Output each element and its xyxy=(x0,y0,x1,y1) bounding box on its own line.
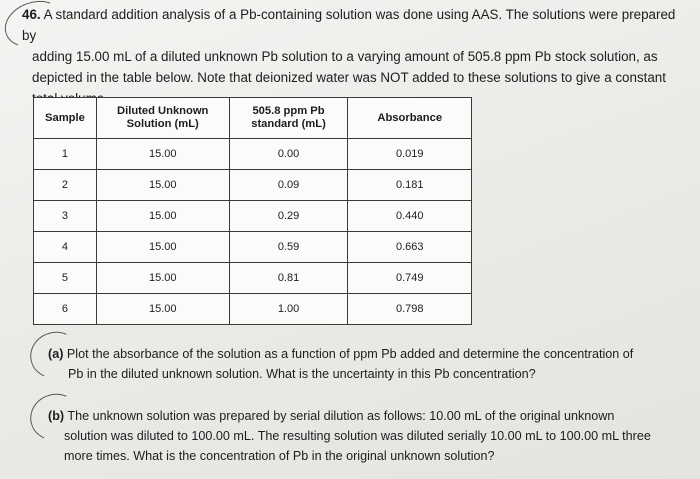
part-b xyxy=(48,406,678,466)
problem-line: 46. A standard addition analysis of a Pb-containing solution was done using AAS. The solutions were prepared by xyxy=(22,7,676,43)
table-row xyxy=(34,232,472,263)
cell-unknown: 15.00 xyxy=(96,170,229,201)
part-b-line: solution was diluted to 100.00 mL. The resulting solution was diluted serially 10.00 mL to 100.00 mL three xyxy=(64,429,651,443)
part-a-line: Pb in the diluted unknown solution. What is the uncertainty in this Pb concentration? xyxy=(68,367,536,381)
header-sample: Sample xyxy=(34,98,97,139)
header-absorbance: Absorbance xyxy=(348,98,472,139)
header-unknown-volume: Diluted Unknown Solution (mL) xyxy=(96,98,229,139)
cell-standard: 0.00 xyxy=(229,139,348,170)
cell-unknown: 15.00 xyxy=(96,232,229,263)
problem-number: 46. xyxy=(22,7,41,22)
cell-absorbance: 0.019 xyxy=(348,139,472,170)
table-header-row xyxy=(34,98,472,139)
table-row xyxy=(34,139,472,170)
header-standard-volume: 505.8 ppm Pb standard (mL) xyxy=(229,98,348,139)
cell-sample: 2 xyxy=(34,170,97,201)
cell-unknown: 15.00 xyxy=(96,139,229,170)
table-row xyxy=(34,263,472,294)
part-b-line: (b) The unknown solution was prepared by serial dilution as follows: 10.00 mL of the original unknown xyxy=(48,409,615,423)
cell-standard: 0.09 xyxy=(229,170,348,201)
cell-unknown: 15.00 xyxy=(96,294,229,325)
cell-unknown: 15.00 xyxy=(96,201,229,232)
part-b-line: more times. What is the concentration of Pb in the original unknown solution? xyxy=(64,449,495,463)
cell-absorbance: 0.440 xyxy=(348,201,472,232)
cell-absorbance: 0.798 xyxy=(348,294,472,325)
cell-standard: 1.00 xyxy=(229,294,348,325)
cell-standard: 0.29 xyxy=(229,201,348,232)
part-a-label: (a) xyxy=(48,347,64,361)
table-row xyxy=(34,201,472,232)
table-row xyxy=(34,294,472,325)
table-row xyxy=(34,170,472,201)
problem-line: adding 15.00 mL of a diluted unknown Pb solution to a varying amount of 505.8 ppm Pb stock solution, as xyxy=(32,49,658,64)
cell-absorbance: 0.663 xyxy=(348,232,472,263)
problem-statement xyxy=(22,4,682,109)
cell-sample: 3 xyxy=(34,201,97,232)
part-a-line: (a) Plot the absorbance of the solution as a function of ppm Pb added and determine the concentration of xyxy=(48,347,634,361)
part-a xyxy=(48,344,660,384)
cell-unknown: 15.00 xyxy=(96,263,229,294)
cell-sample: 4 xyxy=(34,232,97,263)
cell-absorbance: 0.181 xyxy=(348,170,472,201)
cell-sample: 5 xyxy=(34,263,97,294)
cell-standard: 0.81 xyxy=(229,263,348,294)
cell-sample: 6 xyxy=(34,294,97,325)
part-b-label: (b) xyxy=(48,409,65,423)
problem-line: depicted in the table below. Note that deionized water was NOT added to these solutions to give a constant xyxy=(32,70,666,85)
cell-absorbance: 0.749 xyxy=(348,263,472,294)
cell-sample: 1 xyxy=(34,139,97,170)
cell-standard: 0.59 xyxy=(229,232,348,263)
standard-addition-table xyxy=(33,97,472,325)
